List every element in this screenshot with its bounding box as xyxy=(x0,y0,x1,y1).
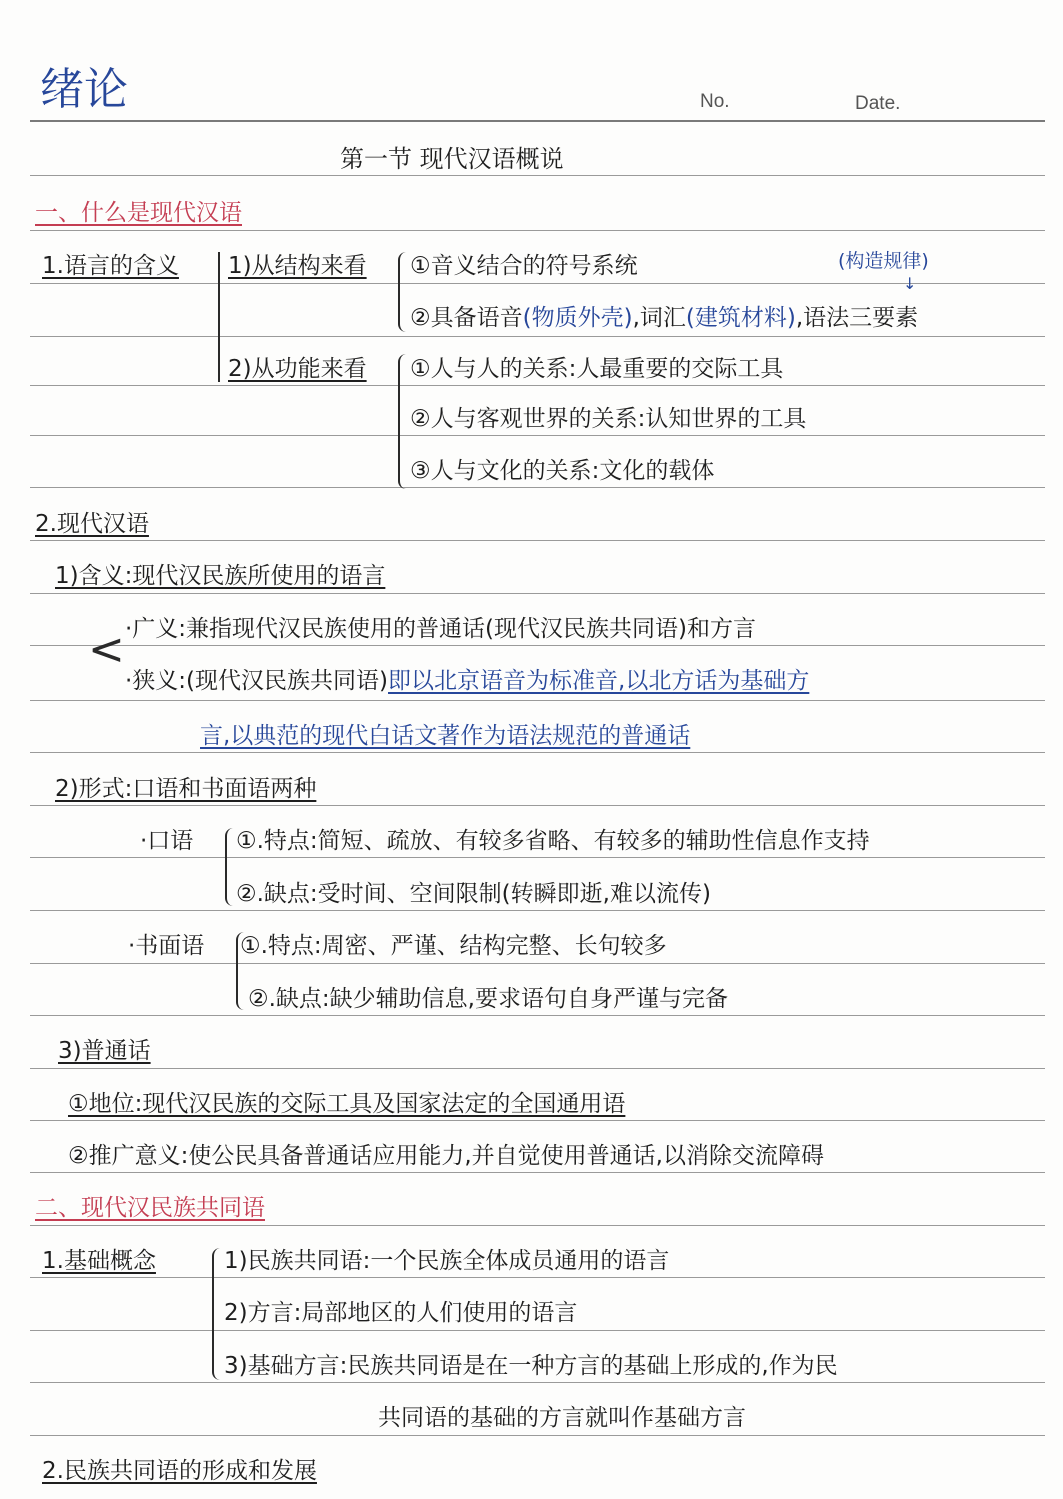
ruled-line xyxy=(30,1120,1045,1121)
ruled-line xyxy=(30,487,1045,488)
written-point-2: ②.缺点:缺少辅助信息,要求语句自身严谨与完备 xyxy=(248,986,728,1012)
tree-connector xyxy=(218,252,220,382)
ruled-line xyxy=(30,805,1045,806)
ruled-line xyxy=(30,540,1045,541)
ruled-line xyxy=(30,175,1045,176)
function-point-1: ①人与人的关系:人最重要的交际工具 xyxy=(410,356,784,382)
ruled-line xyxy=(30,857,1045,858)
header-rule xyxy=(30,120,1045,122)
ruled-line xyxy=(30,1382,1045,1383)
formation-label: 2.民族共同语的形成和发展 xyxy=(42,1458,317,1484)
ruled-line xyxy=(30,963,1045,964)
broad-sense: ·广义:兼指现代汉民族使用的普通话(现代汉民族共同语)和方言 xyxy=(125,616,757,642)
ruled-line xyxy=(30,1015,1045,1016)
narrow-sense: ·狭义:(现代汉民族共同语)即以北京语音为标准音,以北方话为基础方 xyxy=(125,668,810,694)
concept-1: 1)民族共同语:一个民族全体成员通用的语言 xyxy=(224,1248,670,1274)
putonghua-label: 3)普通话 xyxy=(58,1038,151,1064)
ruled-line xyxy=(30,1435,1045,1436)
ruled-line xyxy=(30,1172,1045,1173)
ruled-line xyxy=(30,593,1045,594)
date-label: Date. xyxy=(855,93,901,114)
bracket-icon: < xyxy=(88,624,125,675)
ruled-line xyxy=(30,336,1045,337)
grammar-note: (构造规律) xyxy=(838,250,929,272)
part1-heading: 一、什么是现代汉语 xyxy=(35,200,242,226)
ruled-line xyxy=(30,1277,1045,1278)
function-view: 2)从功能来看 xyxy=(228,356,367,382)
written-point-1: ①.特点:周密、严谨、结构完整、长句较多 xyxy=(240,933,667,959)
section-heading: 第一节 现代汉语概说 xyxy=(340,145,564,173)
oral-point-1: ①.特点:简短、疏放、有较多省略、有较多的辅助性信息作支持 xyxy=(236,828,870,854)
forms-line: 2)形式:口语和书面语两种 xyxy=(55,776,317,802)
ruled-line xyxy=(30,910,1045,911)
modern-chinese-label: 2.现代汉语 xyxy=(35,511,149,537)
concepts-brace xyxy=(212,1248,222,1380)
concept-2: 2)方言:局部地区的人们使用的语言 xyxy=(224,1300,578,1326)
putonghua-point-2: ②推广意义:使公民具备普通话应用能力,并自觉使用普通话,以消除交流障碍 xyxy=(68,1143,824,1169)
language-meaning-label: 1.语言的含义 xyxy=(42,253,179,279)
function-point-3: ③人与文化的关系:文化的载体 xyxy=(410,458,715,484)
ruled-line xyxy=(30,1225,1045,1226)
concept-3: 3)基础方言:民族共同语是在一种方言的基础上形成的,作为民 xyxy=(224,1353,838,1379)
structure-view: 1)从结构来看 xyxy=(228,253,367,279)
oral-label: ·口语 xyxy=(140,828,194,854)
ruled-line xyxy=(30,700,1045,701)
part2-heading: 二、现代汉民族共同语 xyxy=(35,1195,265,1221)
structure-point-1: ①音义结合的符号系统 xyxy=(410,253,638,279)
oral-point-2: ②.缺点:受时间、空间限制(转瞬即逝,难以流传) xyxy=(236,881,711,907)
ruled-line xyxy=(30,645,1045,646)
arrow-down-icon: ↓ xyxy=(903,274,917,293)
ruled-line xyxy=(30,283,1045,284)
function-point-2: ②人与客观世界的关系:认知世界的工具 xyxy=(410,406,807,432)
structure-brace xyxy=(398,252,408,332)
ruled-line xyxy=(30,385,1045,386)
basic-concepts-label: 1.基础概念 xyxy=(42,1248,156,1274)
ruled-line xyxy=(30,1068,1045,1069)
narrow-sense-cont: 言,以典范的现代白话文著作为语法规范的普通话 xyxy=(200,723,691,749)
ruled-line xyxy=(30,1330,1045,1331)
structure-point-2: ②具备语音(物质外壳),词汇(建筑材料),语法三要素 xyxy=(410,305,919,331)
ruled-line xyxy=(30,230,1045,231)
oral-brace xyxy=(225,828,235,906)
function-brace xyxy=(398,354,408,489)
concept-3-cont: 共同语的基础的方言就叫作基础方言 xyxy=(378,1405,746,1431)
no-label: No. xyxy=(700,91,730,112)
putonghua-point-1: ①地位:现代汉民族的交际工具及国家法定的全国通用语 xyxy=(68,1091,626,1117)
meaning-line: 1)含义:现代汉民族所使用的语言 xyxy=(55,563,386,589)
ruled-line xyxy=(30,435,1045,436)
written-label: ·书面语 xyxy=(128,933,205,959)
ruled-line xyxy=(30,752,1045,753)
page-title: 绪论 xyxy=(40,64,128,115)
